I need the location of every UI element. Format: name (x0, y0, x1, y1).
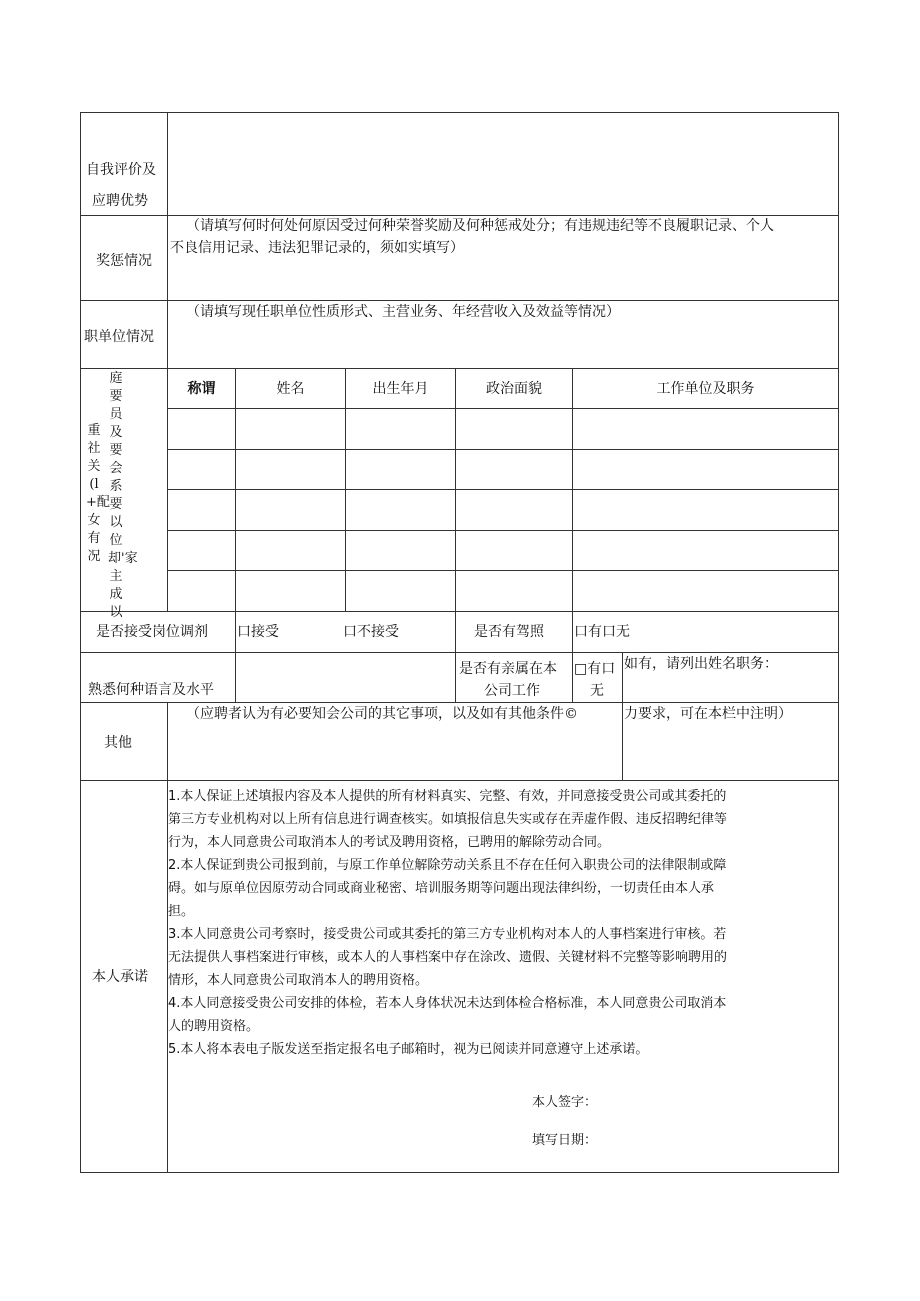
border (80, 300, 839, 301)
promise-line: 1.本人保证上述填报内容及本人提供的所有材料真实、完整、有效，并同意接受贵公司或其委托的 (168, 789, 727, 804)
border (455, 368, 456, 702)
relatives-hint: 如有，请列出姓名职务： (624, 656, 778, 672)
promise-line: 第三方专业机构对以上所有信息进行调查核实。如填报信息失实或存在弄虚作假、违反招聘纪律等 (168, 812, 728, 827)
border (572, 368, 573, 702)
self-eval-label: 自我评价及 (86, 162, 156, 178)
border (80, 780, 839, 781)
family-label-col1: 重社关(l+配女有况 (86, 423, 110, 564)
promise-line: 2.本人保证到贵公司报到前，与原工作单位解除劳动关系且不存在任何入职贵公司的法律限制或障 (168, 858, 727, 873)
promise-line: 行为，本人同意贵公司取消本人的考试及聘用资格，已聘用的解除劳动合同。 (168, 835, 611, 850)
border (622, 652, 623, 780)
other-hint-2: 力要求，可在本栏中注明） (624, 706, 792, 722)
self-eval-field[interactable] (168, 113, 837, 214)
license-options[interactable]: 口有口无 (574, 624, 630, 640)
signature-label: 本人签字： (532, 1095, 598, 1110)
promise-text (168, 785, 834, 1061)
header-politics: 政治面貌 (486, 381, 542, 397)
header-workplace: 工作单位及职务 (656, 381, 755, 397)
border (80, 112, 81, 1173)
relatives-label-2: 公司工作 (484, 683, 540, 699)
header-birth: 出生年月 (372, 381, 429, 397)
border (80, 611, 839, 612)
date-label: 填写日期： (532, 1133, 598, 1148)
promise-line: 无法提供人事档案进行审核，或本人的人事档案中存在涂改、遗假、关键材料不完整等影响聘用的 (168, 950, 728, 965)
border (80, 652, 839, 653)
other-label: 其他 (104, 735, 132, 751)
other-hint: （应聘者认为有必要知会公司的其它事项，以及如有其他条件© (186, 706, 578, 722)
border (80, 368, 839, 369)
promise-line: 3.本人同意贵公司考察时，接受贵公司或其委托的第三方专业机构对本人的人事档案进行审核。若 (168, 927, 727, 942)
border (80, 702, 839, 703)
border (167, 449, 839, 450)
promise-line: 5.本人将本表电子版发送至指定报名电子邮箱时，视为已阅读并同意遵守上述承诺。 (168, 1042, 649, 1057)
rewards-hint: （请填写何时何处何原因受过何种荣誉奖励及何种惩戒处分；有违规违纪等不良履职记录、个人 (186, 218, 774, 234)
header-name: 姓名 (276, 381, 305, 397)
promise-line: 碍。如与原单位因原劳动合同或商业秘密、培训服务期等问题出现法律纠纷，一切责任由本人承 (168, 881, 715, 896)
relatives-label: 是否有亲属在本 (459, 661, 557, 677)
rewards-hint-2: 不良信用记录、违法犯罪记录的，须如实填写） (170, 240, 464, 256)
promise-label: 本人承诺 (92, 969, 148, 985)
border (80, 1172, 839, 1173)
border (235, 368, 236, 702)
promise-line: 4.本人同意接受贵公司安排的体检，若本人身体状况未达到体检合格标准，本人同意贵公司取消本 (168, 996, 727, 1011)
border (167, 570, 839, 571)
promise-line: 人的聘用资格。 (168, 1019, 260, 1034)
language-label: 熟悉何种语言及水平 (88, 682, 214, 698)
rewards-label: 奖惩情况 (96, 253, 152, 269)
not-accept-option[interactable]: 口不接受 (343, 624, 399, 640)
promise-line: 担。 (168, 904, 195, 919)
border (345, 368, 346, 611)
employer-hint: （请填写现任职单位性质形式、主营业务、年经营收入及效益等情况） (186, 304, 620, 320)
employer-label: 职单位情况 (84, 329, 154, 345)
header-relation: 称谓 (187, 381, 216, 397)
border (167, 489, 839, 490)
border (167, 530, 839, 531)
border (838, 112, 839, 1173)
self-eval-label-2: 应聘优势 (92, 193, 148, 209)
border (167, 408, 839, 409)
license-label: 是否有驾照 (474, 624, 544, 640)
accept-transfer-label: 是否接受岗位调剂 (96, 624, 208, 640)
accept-option[interactable]: 口接受 (237, 624, 279, 640)
relatives-options-2[interactable]: 无 (590, 683, 604, 699)
family-label-col2: 庭要员及要会系要以位却'家主成以 (108, 371, 138, 620)
relatives-options[interactable]: □有口 (574, 661, 616, 677)
promise-line: 情形，本人同意贵公司取消本人的聘用资格。 (168, 973, 429, 988)
